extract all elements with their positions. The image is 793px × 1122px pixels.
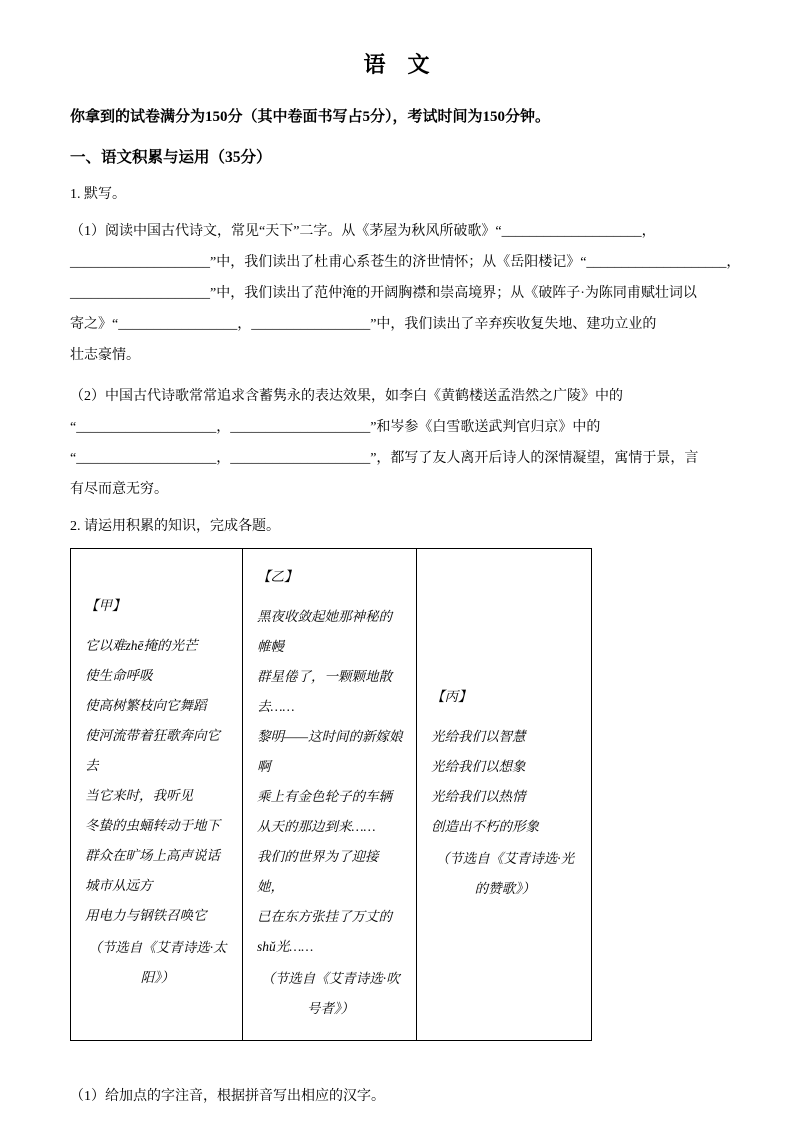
poem-cell-yi xyxy=(243,548,417,1040)
text-line: （2）中国古代诗歌常常追求含蓄隽永的表达效果，如李白《黄鹤楼送孟浩然之广陵》中的 xyxy=(70,388,623,404)
text-line: 它以难zhē掩的光芒 xyxy=(85,637,198,653)
text-line: 创造出不朽的形象 xyxy=(431,818,539,834)
text-line: 黎明——这时间的新嫁娘啊 xyxy=(257,728,403,774)
poem-bing-lines xyxy=(431,722,579,842)
poem-jia-source: （节选自《艾青诗选·太阳》） xyxy=(88,939,227,985)
text-line: 冬蛰的虫蛹转动于地下 xyxy=(85,817,220,833)
question-1-part-1 xyxy=(70,216,741,371)
text-line: “____________________，____________________”和岑参《白雪歌送武判官归京》中的 xyxy=(70,419,601,435)
page-title: 语 文 xyxy=(363,52,430,77)
poem-cell-jia xyxy=(71,548,243,1040)
text-line: ____________________”中，我们读出了杜甫心系苍生的济世情怀；从《岳阳楼记》“____________________， xyxy=(70,254,741,270)
poem-bing-heading: 【丙】 xyxy=(431,688,472,704)
poem-table xyxy=(70,548,592,1041)
poem-bing-source: （节选自《艾青诗选·光的赞歌》） xyxy=(435,850,575,896)
text-line: ____________________”中，我们读出了范仲淹的开阔胸襟和崇高境界；从《破阵子·为陈同甫赋壮词以 xyxy=(70,285,697,301)
poem-jia-heading: 【甲】 xyxy=(85,597,126,613)
question-2-label: 2. 请运用积累的知识，完成各题。 xyxy=(70,518,280,534)
question-1-part-2 xyxy=(70,381,723,505)
poem-table-row xyxy=(71,548,592,1040)
text-line: 光给我们以想象 xyxy=(431,758,526,774)
exam-instructions: 你拿到的试卷满分为150分（其中卷面书写占5分），考试时间为150分钟。 xyxy=(70,109,551,125)
text-line: 用电力与钢铁召唤它 xyxy=(85,907,207,923)
text-line: 光给我们以热情 xyxy=(431,788,526,804)
poem-jia-lines xyxy=(85,631,230,931)
text-line: 已在东方张挂了万丈的shǔ光…… xyxy=(257,908,392,954)
question-2-sub-1: （1）给加点的字注音，根据拼音写出相应的汉字。 xyxy=(70,1088,385,1104)
text-line: （1）阅读中国古代诗文，常见“天下”二字。从《茅屋为秋风所破歌》“____________________， xyxy=(70,223,656,239)
poem-yi-lines xyxy=(257,602,404,962)
text-line: “____________________，____________________”，都写了友人离开后诗人的深情凝望，寓情于景，言 xyxy=(70,450,699,466)
poem-yi-heading: 【乙】 xyxy=(257,568,298,584)
text-line: 城市从远方 xyxy=(85,877,153,893)
text-line: 群众在旷场上高声说话 xyxy=(85,847,220,863)
text-line: 有尽而意无穷。 xyxy=(70,481,168,497)
text-line: 使高树繁枝向它舞蹈 xyxy=(85,697,207,713)
text-line: 寄之》“_________________，_________________”中，我们读出了辛弃疾收复失地、建功立业的 xyxy=(70,316,657,332)
text-line: 我们的世界为了迎接她， xyxy=(257,848,379,894)
text-line: 使河流带着狂歌奔向它去 xyxy=(85,727,220,773)
text-line: 群星倦了，一颗颗地散去…… xyxy=(257,668,392,714)
text-line: 壮志豪情。 xyxy=(70,347,140,363)
section-1-heading: 一、语文积累与运用（35分） xyxy=(70,148,272,166)
poem-cell-bing xyxy=(417,548,592,1040)
text-line: 从天的那边到来…… xyxy=(257,818,376,834)
text-line: 黑夜收敛起她那神秘的帷幔 xyxy=(257,608,392,654)
question-1-label: 1. 默写。 xyxy=(70,186,126,202)
text-line: 光给我们以智慧 xyxy=(431,728,526,744)
text-line: 当它来时，我听见 xyxy=(85,787,193,803)
text-line: 使生命呼吸 xyxy=(85,667,153,683)
poem-yi-source: （节选自《艾青诗选·吹号者》） xyxy=(261,970,400,1016)
text-line: 乘上有金色轮子的车辆 xyxy=(257,788,392,804)
